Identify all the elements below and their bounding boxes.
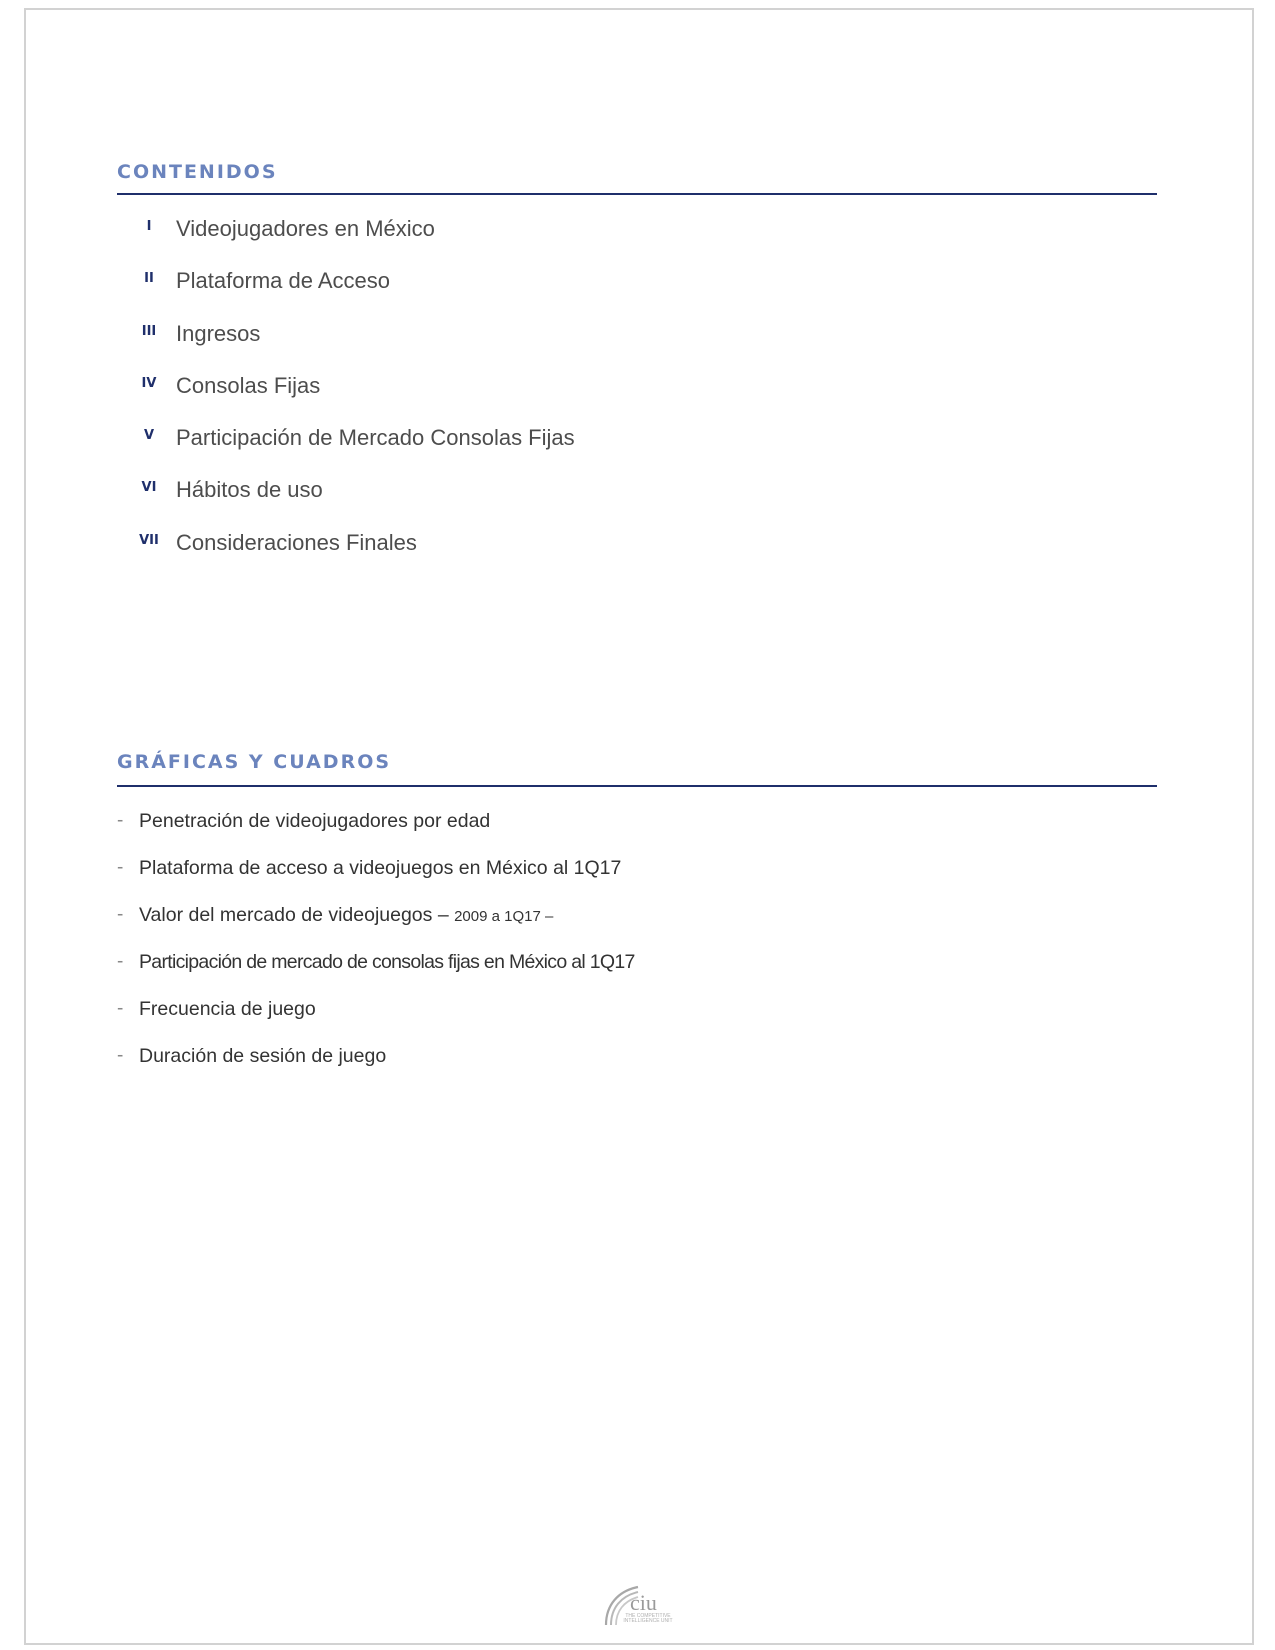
contents-heading: CONTENIDOS [117, 161, 278, 183]
figure-label [139, 951, 635, 974]
list-bullet: - [117, 951, 124, 972]
toc-label: Participación de Mercado Consolas Fijas [176, 425, 575, 451]
figures-divider [117, 785, 1157, 787]
list-bullet: - [117, 904, 124, 925]
figure-period: 2009 a 1Q17 – [454, 908, 554, 925]
toc-label: Consideraciones Finales [176, 529, 417, 555]
list-bullet: - [117, 1045, 124, 1066]
figure-title: Duración de sesión de juego [139, 1045, 387, 1067]
toc-numeral: III [141, 323, 157, 339]
toc-numeral: II [144, 271, 154, 287]
figure-label [139, 810, 490, 833]
figure-title: Penetración de videojugadores por edad [139, 810, 491, 832]
figures-heading: GRÁFICAS Y CUADROS [117, 751, 392, 773]
logo-wordmark: ciu [630, 1590, 657, 1615]
figure-label [139, 998, 316, 1021]
figure-title: Valor del mercado de videojuegos – [139, 904, 455, 926]
contents-divider [117, 193, 1157, 195]
toc-numeral: VI [141, 480, 157, 496]
figure-title: Plataforma de acceso a videojuegos en México al 1Q17 [139, 857, 622, 879]
list-bullet: - [117, 857, 124, 878]
list-bullet: - [117, 810, 124, 831]
toc-label: Hábitos de uso [176, 477, 323, 503]
toc-label: Consolas Fijas [176, 372, 321, 398]
figure-label [139, 1045, 386, 1068]
figure-label [139, 857, 621, 880]
toc-numeral: VII [139, 532, 159, 548]
toc-label: Ingresos [176, 320, 261, 346]
figure-title: Participación de mercado de consolas fijas en México al 1Q17 [139, 951, 635, 973]
toc-numeral: I [146, 219, 152, 234]
figure-label [139, 904, 553, 927]
list-bullet: - [117, 998, 124, 1019]
toc-numeral: IV [141, 375, 157, 391]
logo-tagline: THE COMPETITIVE INTELLIGENCE UNIT [623, 1613, 673, 1624]
toc-label: Videojugadores en México [176, 216, 435, 241]
toc-label: Plataforma de Acceso [176, 268, 391, 294]
figure-title: Frecuencia de juego [139, 998, 316, 1020]
toc-numeral: V [143, 428, 155, 444]
